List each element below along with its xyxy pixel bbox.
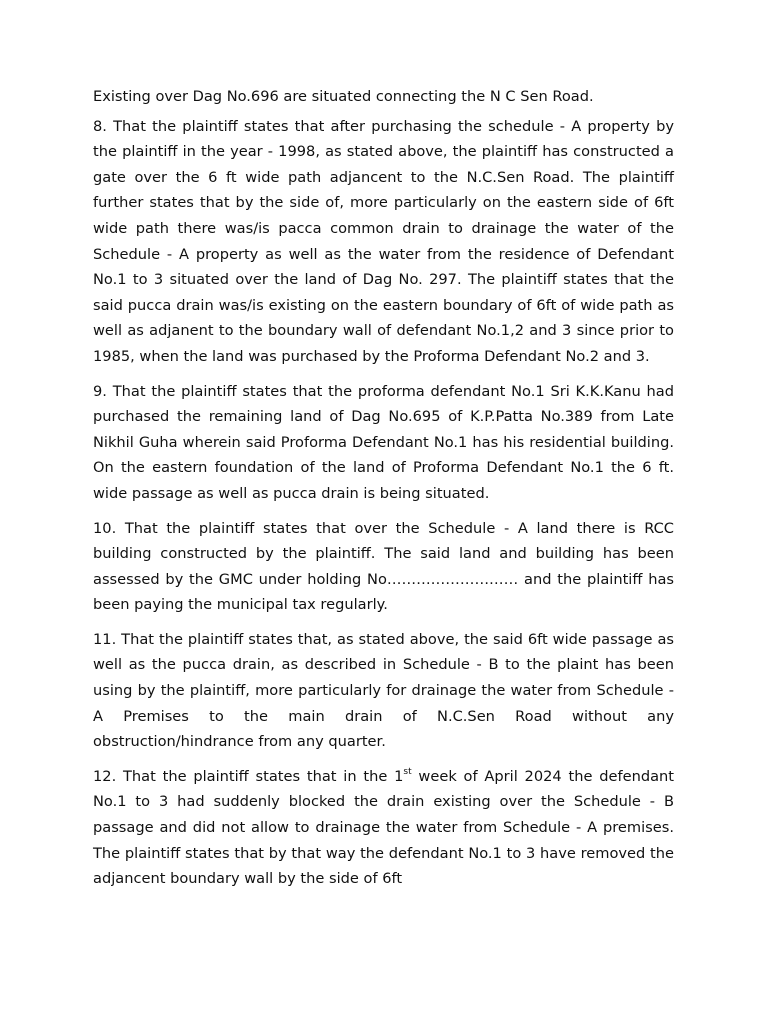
paragraph-8: 8. That the plaintiff states that after purchasing the schedule - A property by the plaintiff in the year - 1998, as stated above, the plaintiff has constructed a gate over the 6 ft wide path adjancent to the N.C.Sen Road. The plaintiff further states that by the side of, more particularly on the eastern side of 6ft wide path there was/is pacca common drain to drainage the water of the Schedule - A property as well as the water from the residence of Defendant No.1 to 3 situated over the land of Dag No. 297. The plaintiff states that the said pucca drain was/is existing on the eastern boundary of 6ft of wide path as well as adjanent to the boundary wall of defendant No.1,2 and 3 since prior to 1985, when the land was purchased by the Proforma Defendant No.2 and 3. <box>93 117 674 365</box>
paragraph-12 <box>93 764 674 892</box>
continuation-line: Existing over Dag No.696 are situated connecting the N C Sen Road. <box>93 88 594 105</box>
paragraph-12-start: 12. That the plaintiff states that in the 1 <box>93 767 404 785</box>
document-body <box>93 84 674 901</box>
ordinal-superscript: st <box>403 766 412 777</box>
paragraph-11: 11. That the plaintiff states that, as stated above, the said 6ft wide passage as well as the pucca drain, as described in Schedule - B to the plaint has been using by the plaintiff, more particularly for drainage the water from Schedule - A Premises to the main drain of N.C.Sen Road without any obstruction/hindrance from any quarter. <box>93 630 674 751</box>
paragraph-12-rest: week of April 2024 the defendant No.1 to 3 had suddenly blocked the drain existing over the Schedule - B passage and did not allow to drainage the water from Schedule - A premises. The plaintiff states that by that way the defendant No.1 to 3 have removed the adjancent boundary wall by the side of 6ft <box>93 767 674 888</box>
paragraph-9: 9. That the plaintiff states that the proforma defendant No.1 Sri K.K.Kanu had purchased the remaining land of Dag No.695 of K.P.Patta No.389 from Late Nikhil Guha wherein said Proforma Defendant No.1 has his residential building. On the eastern foundation of the land of Proforma Defendant No.1 the 6 ft. wide passage as well as pucca drain is being situated. <box>93 382 674 502</box>
paragraph-10: 10. That the plaintiff states that over the Schedule - A land there is RCC building constructed by the plaintiff. The said land and building has been assessed by the GMC under holding No……………………… and the plaintiff has been paying the municipal tax regularly. <box>93 519 674 614</box>
